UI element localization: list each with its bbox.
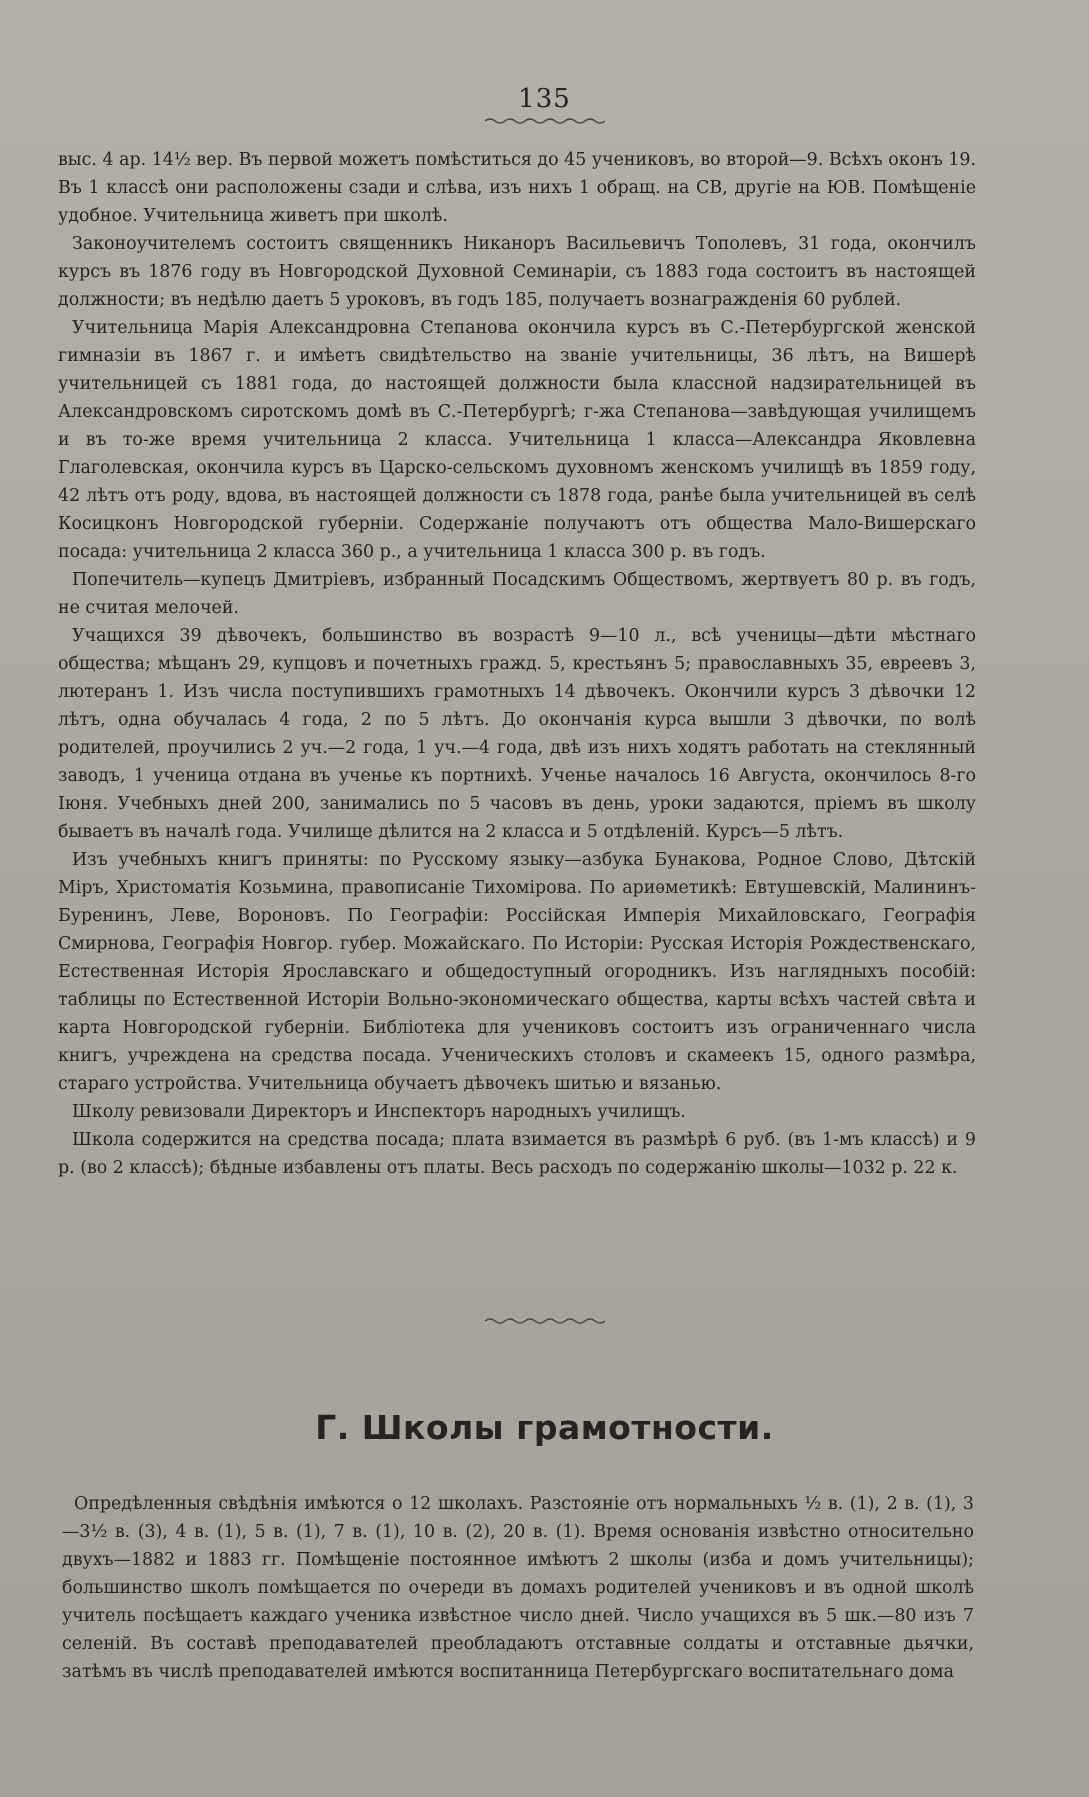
paragraph-6: Изъ учебныхъ книгъ приняты: по Русскому языку—азбука Бунакова, Родное Слово, Дѣтскій Міръ, Христоматія Козьмина, правописаніе Тихоміровa. По ариѳметикѣ: Евтушевскій, Малининъ-Буренинъ, Леве, Вороновъ. По Географіи: Россійская Имперія Михайловскаго, Географія Смирнова, Географія Новгор. губер. Можайскаго. По Исторіи: Русская Исторія Рождественскаго, Естественная Исторія Ярославскаго и общедоступный огородникъ. Изъ наглядныхъ пособій: таблицы по Естественной Исторіи Вольно-экономическаго общества, карты всѣхъ частей свѣта и карта Новгородской губерніи. Библіотека для учениковъ состоитъ изъ ограниченнаго числа книгъ, учреждена на средства посада. Ученическихъ столовъ и скамеекъ 15, одного размѣра, стараго устройства. Учительница обучаетъ дѣвочекъ шитью и вязанью.: [58, 850, 976, 1094]
paragraph-7: Школу ревизовали Директоръ и Инспекторъ народныхъ училищъ.: [72, 1102, 686, 1122]
section-title: Г. Школы грамотности.: [315, 1408, 774, 1447]
section-divider-ornament: [485, 1316, 605, 1326]
section-paragraph-1: Опредѣленныя свѣдѣнія имѣются о 12 школахъ. Разстояніе отъ нормальныхъ ½ в. (1), 2 в. (1), 3—3½ в. (3), 4 в. (1), 5 в. (1), 7 в. (1), 10 в. (2), 20 в. (1). Время основанія извѣстно относительно двухъ—1882 и 1883 гг. Помѣщеніе постоянное имѣютъ 2 школы (изба и домъ учительницы); большинство школъ помѣщается по очереди въ домахъ родителей учениковъ и въ одной школѣ учитель посѣщаетъ каждаго ученика извѣстное число дней. Число учащихся въ 5 шк.—80 изъ 7 селеній. Въ составѣ преподавателей преобладаютъ отставные солдаты и отставные дьячки, затѣмъ въ числѣ преподавателей имѣются воспитанница Петербургскаго воспитательнаго дома: [62, 1494, 974, 1682]
paragraph-5: Учащихся 39 дѣвочекъ, большинство въ возрастѣ 9—10 л., всѣ ученицы—дѣти мѣстнаго общества; мѣщанъ 29, купцовъ и почетныхъ гражд. 5, крестьянъ 5; православныхъ 35, евреевъ 3, лютеранъ 1. Изъ числа поступившихъ грамотныхъ 14 дѣвочекъ. Окончили курсъ 3 дѣвочки 12 лѣтъ, одна обучалась 4 года, 2 по 5 лѣтъ. До окончанія курса вышли 3 дѣвочки, по волѣ родителей, проучились 2 уч.—2 года, 1 уч.—4 года, двѣ изъ нихъ ходятъ работать на стеклянный заводъ, 1 ученица отдана въ ученье къ портнихѣ. Ученье началось 16 Августа, окончилось 8-го Іюня. Учебныхъ дней 200, занимались по 5 часовъ въ день, уроки задаются, пріемъ въ школу бываетъ въ началѣ года. Училище дѣлится на 2 класса и 5 отдѣленій. Курсъ—5 лѣтъ.: [58, 626, 976, 842]
section-text: [62, 1490, 974, 1686]
paragraph-8: Школа содержится на средства посада; плата взимается въ размѣрѣ 6 руб. (въ 1-мъ классѣ) и 9 р. (во 2 классѣ); бѣдные избавлены отъ платы. Весь расходъ по содержанію школы—1032 р. 22 к.: [58, 1130, 976, 1178]
top-ornament: [485, 116, 605, 126]
paragraph-2: Законоучителемъ состоитъ священникъ Никаноръ Васильевичъ Тополевъ, 31 года, окончилъ курсъ въ 1876 году въ Новгородской Духовной Семинаріи, съ 1883 года состоитъ въ настоящей должности; въ недѣлю даетъ 5 уроковъ, въ годъ 185, получаетъ вознагражденія 60 рублей.: [58, 234, 976, 310]
paragraph-4: Попечитель—купецъ Дмитріевъ, избранный Посадскимъ Обществомъ, жертвуетъ 80 р. въ годъ, не считая мелочей.: [58, 570, 976, 618]
paragraph-3: Учительница Марія Александровна Степанова окончила курсъ въ С.-Петербургской женской гимназіи въ 1867 г. и имѣетъ свидѣтельство на званіе учительницы, 36 лѣтъ, на Вишерѣ учительницей съ 1881 года, до настоящей должности была классной надзирательницей въ Александровскомъ сиротскомъ домѣ въ С.-Петербургѣ; г-жа Степанова—завѣдующая училищемъ и въ то-же время учительница 2 класса. Учительница 1 класса—Александра Яковлевна Глаголевская, окончила курсъ въ Царско-сельскомъ духовномъ женскомъ училищѣ въ 1859 году, 42 лѣтъ отъ роду, вдова, въ настоящей должности съ 1878 года, ранѣе была учительницей въ селѣ Косицконъ Новгородской губерніи. Содержаніе получаютъ отъ общества Мало-Вишерскаго посада: учительница 2 класса 360 р., а учительница 1 класса 300 р. въ годъ.: [58, 318, 976, 562]
main-text: [58, 146, 976, 1182]
page-number: 135: [518, 84, 571, 114]
paragraph-1: выс. 4 ар. 14½ вер. Въ первой можетъ помѣститься до 45 учениковъ, во второй—9. Всѣхъ оконъ 19. Въ 1 классѣ они расположены сзади и слѣва, изъ нихъ 1 обращ. на СВ, другіе на ЮВ. Помѣщеніе удобное. Учительница живетъ при школѣ.: [58, 150, 976, 226]
